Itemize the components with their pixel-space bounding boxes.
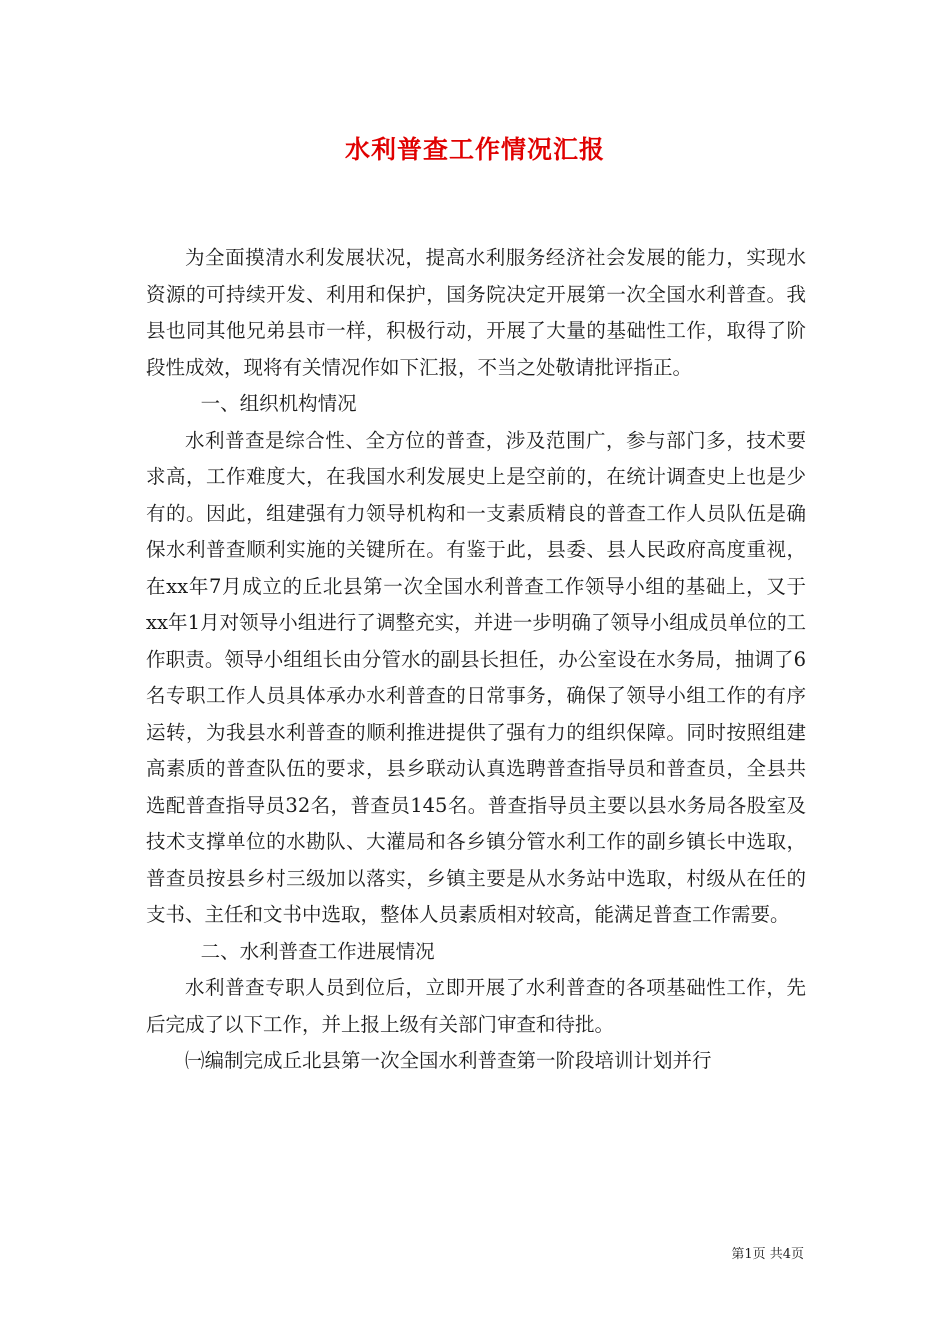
paragraph-intro: 为全面摸清水利发展状况，提高水利服务经济社会发展的能力，实现水资源的可持续开发、利用和保护，国务院决定开展第一次全国水利普查。我县也同其他兄弟县市一样，积极行动，开展了大量的基础性工作，取得了阶段性成效，现将有关情况作如下汇报，不当之处敬请批评指正。: [146, 246, 806, 379]
section-heading-progress: 二、水利普查工作进展情况: [200, 939, 435, 963]
page-number: 第1页 共4页: [731, 1247, 804, 1262]
document-title: 水利普查工作情况汇报: [344, 135, 605, 164]
paragraph-organization: 水利普查是综合性、全方位的普查，涉及范围广，参与部门多，技术要求高，工作难度大，在我国水利发展史上是空前的，在统计调查史上也是少有的。因此，组建强有力领导机构和一支素质精良的普查工作人员队伍是确保水利普查顺利实施的关键所在。有鉴于此，县委、县人民政府高度重视，在xx年7月成立的丘北县第一次全国水利普查工作领导小组的基础上，又于xx年1月对领导小组进行了调整充实，并进一步明确了领导小组成员单位的工作职责。领导小组组长由分管水的副县长担任，办公室设在水务局，抽调了6名专职工作人员具体承办水利普查的日常事务，确保了领导小组工作的有序运转，为我县水利普查的顺利推进提供了强有力的组织保障。同时按照组建高素质的普查队伍的要求，县乡联动认真选聘普查指导员和普查员，全县共选配普查指导员32名，普查员145名。普查指导员主要以县水务局各股室及技术支撑单位的水勘队、大灌局和各乡镇分管水利工作的副乡镇长中选取，普查员按县乡村三级加以落实，乡镇主要是从水务站中选取，村级从在任的支书、主任和文书中选取，整体人员素质相对较高，能满足普查工作需要。: [146, 428, 806, 926]
section-heading-organization: 一、组织机构情况: [200, 392, 357, 415]
document-body: [146, 240, 806, 1080]
paragraph-progress: 水利普查专职人员到位后，立即开展了水利普查的各项基础性工作，先后完成了以下工作，并上报上级有关部门审查和待批。: [146, 976, 806, 1036]
paragraph-item-one: ㈠编制完成丘北县第一次全国水利普查第一阶段培训计划并行: [185, 1049, 712, 1072]
